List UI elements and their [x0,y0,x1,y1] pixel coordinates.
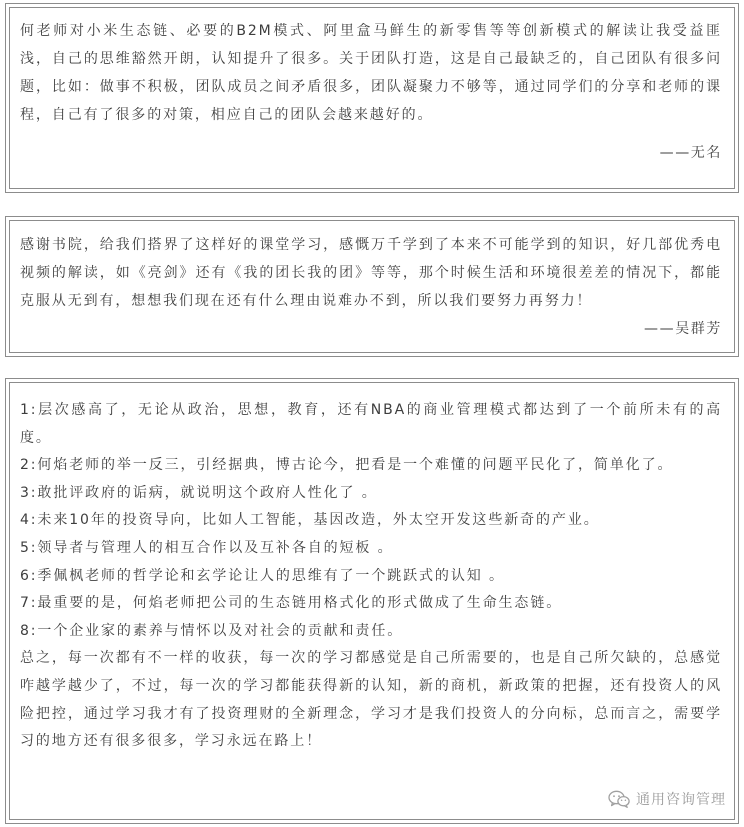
conclusion-text: 总之，每一次都有不一样的收获，每一次的学习都感觉是自己所需要的，也是自己所欠缺的，总感觉咋越学越少了，不过，每一次的学习都能获得新的认知，新的商机，新政策的把握，还有投资人的风险把控，通过学习我才有了投资理财的全新理念，学习才是我们投资人的分向标，总而言之，需要学习的地方还有很多很多，学习永远在路上！ [20,650,722,750]
testimonial-signature: ——无名 [659,145,722,161]
wechat-icon [608,790,630,808]
testimonial-card-2 [5,216,739,357]
list-item: 7:最重要的是，何焰老师把公司的生态链用格式化的形式做成了生命生态链。 [20,595,563,612]
list-item: 8:一个企业家的素养与情怀以及对社会的贡献和责任。 [20,622,404,639]
list-item: 5:领导者与管理人的相互合作以及互补各自的短板 。 [20,539,394,556]
testimonial-card-1-inner [9,7,735,189]
testimonial-signature: ——吴群芳 [644,321,722,337]
list-item: 1:层次感高了，无论从政治，思想，教育，还有NBA的商业管理模式都达到了一个前所未有的高度。 [20,402,722,446]
testimonial-card-3-inner [9,382,735,820]
list-item: 6:季佩枫老师的哲学论和玄学论让人的思维有了一个跳跃式的认知 。 [20,567,505,584]
list-item: 3:敢批评政府的诟病，就说明这个政府人性化了 。 [20,484,378,501]
source-watermark [608,789,726,809]
testimonial-text: 何老师对小米生态链、必要的B2M模式、阿里盒马鲜生的新零售等等创新模式的解读让我受益匪浅，自己的思维豁然开朗，认知提升了很多。关于团队打造，这是自己最缺乏的，自己团队有很多问题，比如：做事不积极，团队成员之间矛盾很多，团队凝聚力不够等，通过同学们的分享和老师的课程，自己有了很多的对策，相应自己的团队会越来越好的。 [20,23,722,123]
watermark-text: 通用咨询管理 [636,792,726,808]
testimonial-card-3 [5,378,739,824]
list-item: 4:未来10年的投资导向，比如人工智能，基因改造，外太空开发这些新奇的产业。 [20,512,600,529]
testimonial-card-1 [5,3,739,193]
testimonial-text: 感谢书院，给我们搭界了这样好的课堂学习，感慨万千学到了本来不可能学到的知识，好几部优秀电视频的解读，如《亮剑》还有《我的团长我的团》等等，那个时候生活和环境很差差的情况下，都能克服从无到有，想想我们现在还有什么理由说难办不到，所以我们要努力再努力！ [20,237,722,309]
list-item: 2:何焰老师的举一反三，引经据典，博古论今，把看是一个难懂的问题平民化了，简单化了。 [20,457,674,474]
testimonial-card-2-inner [9,220,735,353]
